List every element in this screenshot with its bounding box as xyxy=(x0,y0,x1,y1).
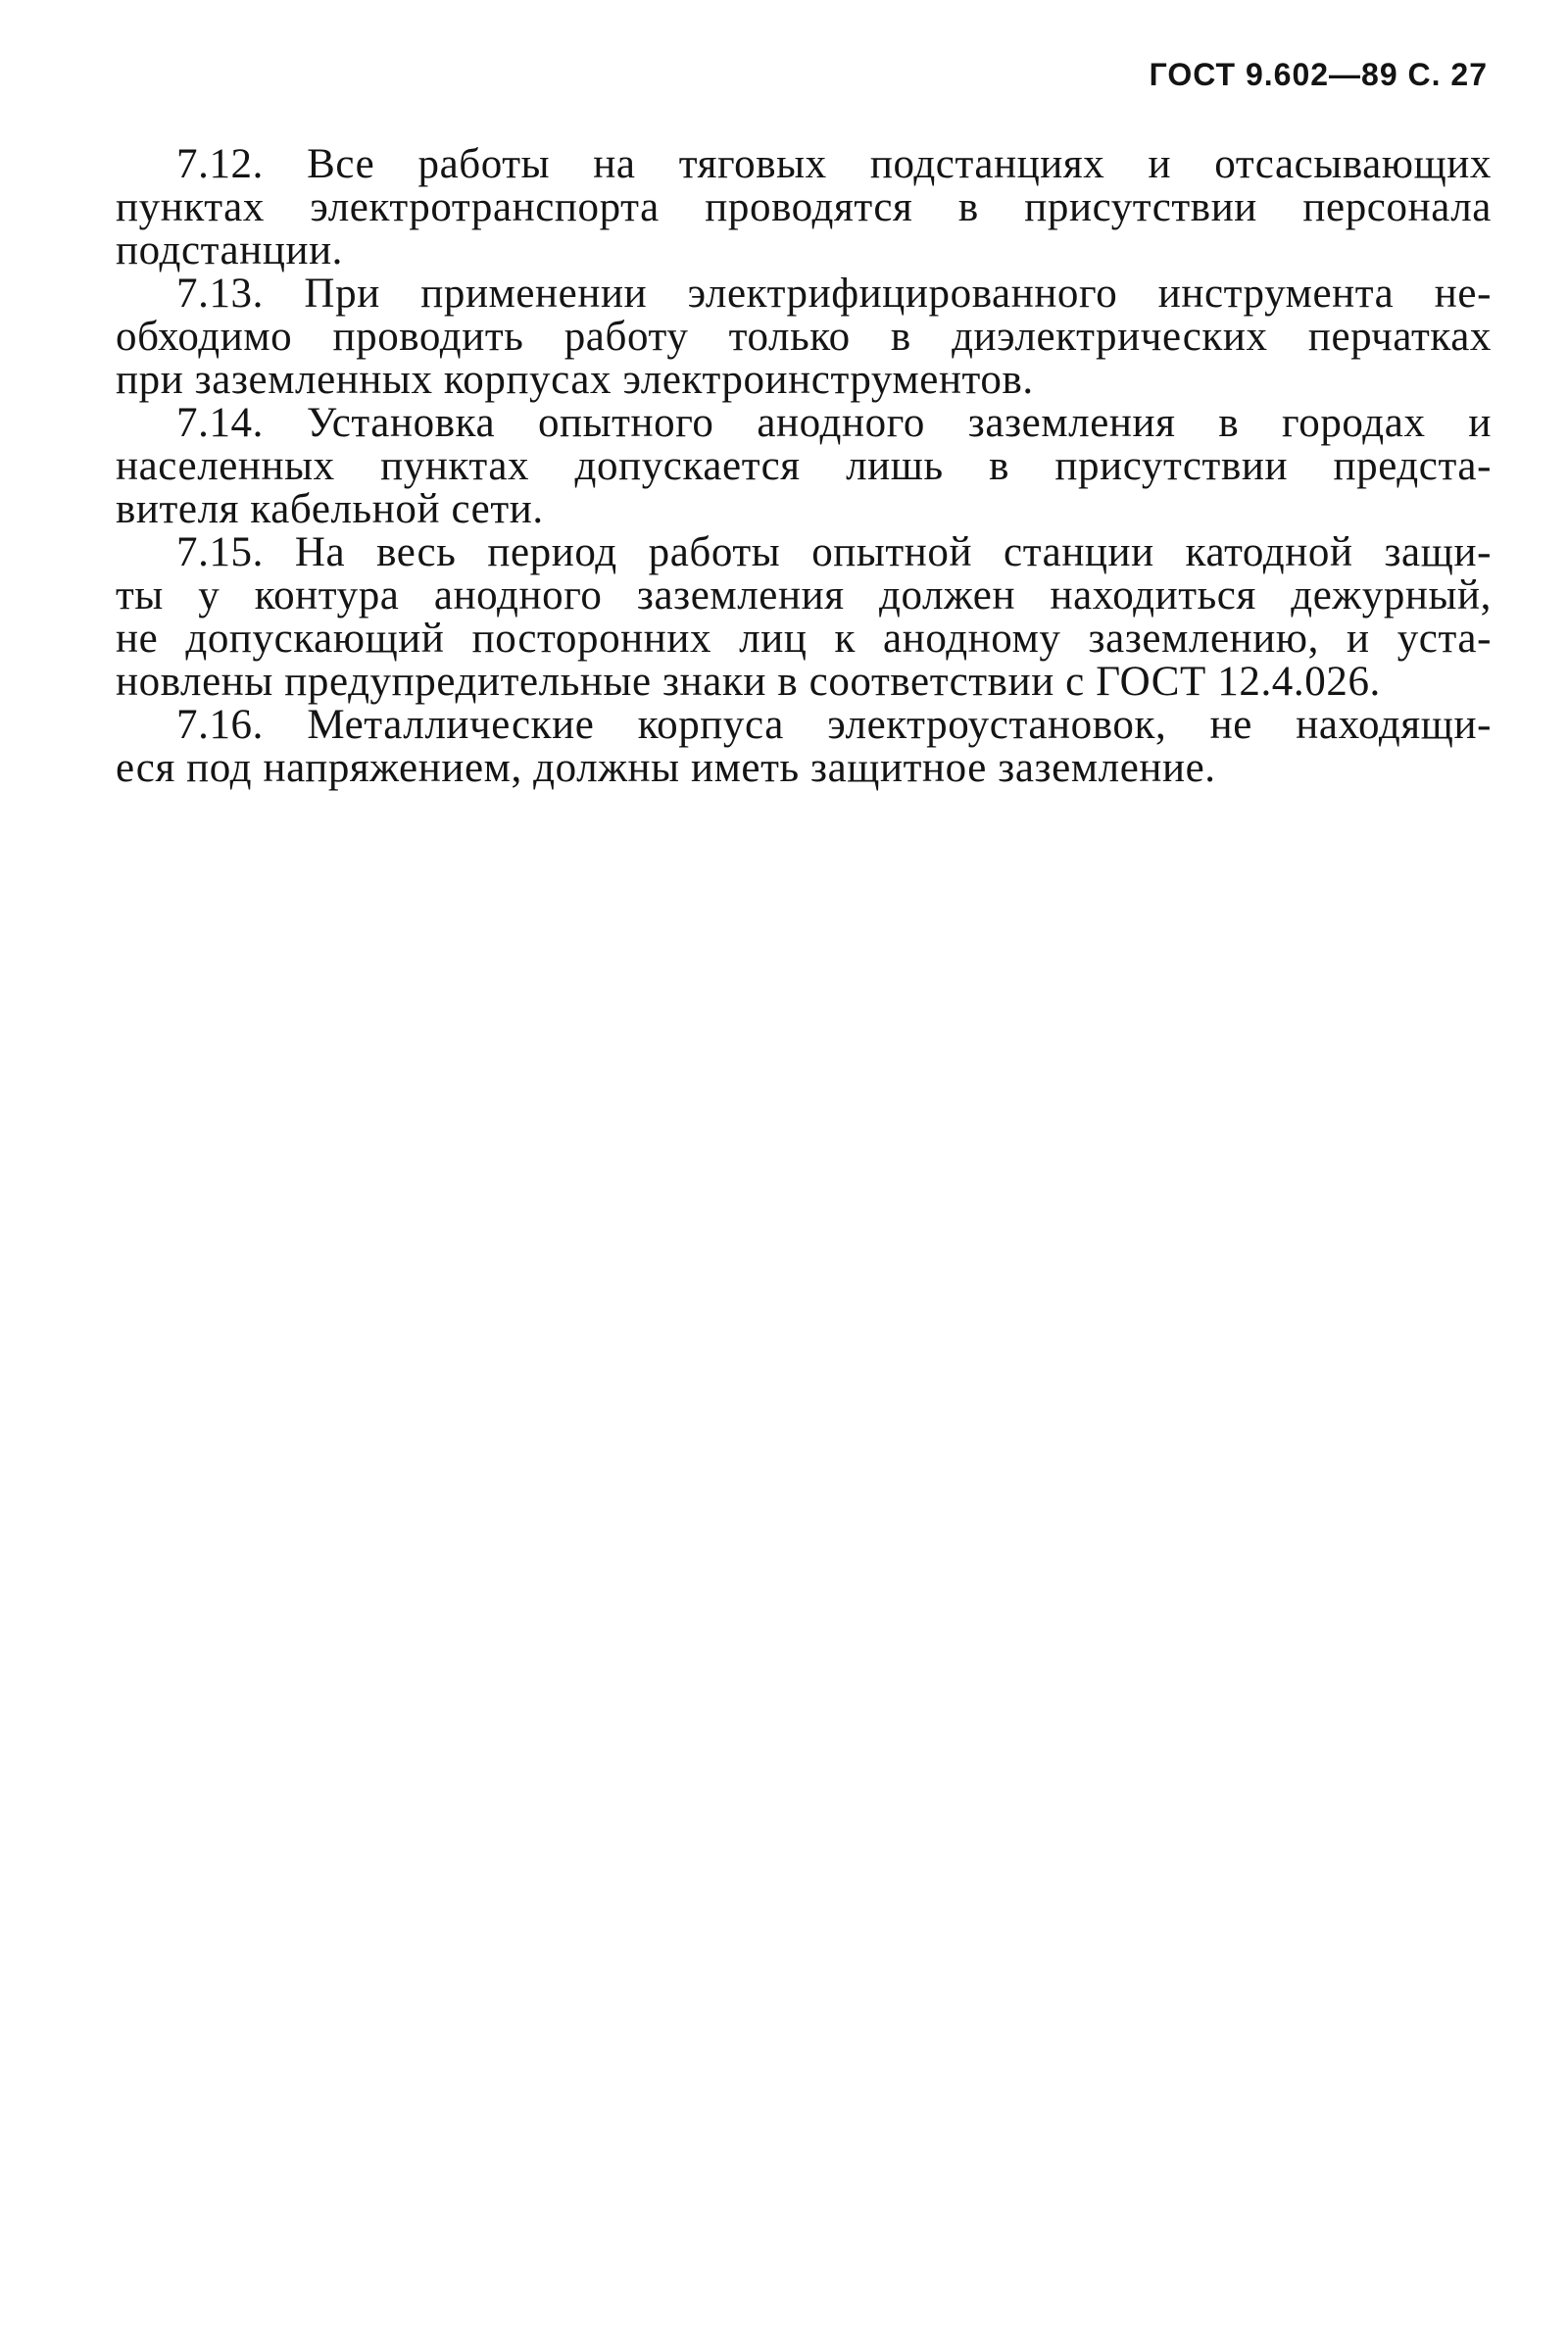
clause-7-13 xyxy=(116,272,1492,402)
text-line: вителя кабельной сети. xyxy=(116,486,544,532)
clause-7-14 xyxy=(116,402,1492,531)
clause-7-15 xyxy=(116,531,1492,704)
running-head: ГОСТ 9.602—89 С. 27 xyxy=(1149,57,1488,92)
text-line: ты у контура анодного заземления должен находиться дежурный, xyxy=(116,572,1492,618)
document-body xyxy=(116,143,1492,790)
text-line: пунктах электротранспорта проводятся в присутствии персонала xyxy=(116,184,1492,230)
text-line: 7.16. Металлические корпуса электроустановок, не находящи- xyxy=(176,702,1492,748)
text-line: при заземленных корпусах электроинструментов. xyxy=(116,357,1034,403)
text-line: подстанции. xyxy=(116,227,344,273)
text-line: обходимо проводить работу только в диэлектрических перчатках xyxy=(116,314,1492,360)
text-line: 7.15. На весь период работы опытной станции катодной защи- xyxy=(176,529,1492,575)
text-line: 7.14. Установка опытного анодного заземления в городах и xyxy=(176,400,1492,446)
text-line: не допускающий посторонних лиц к анодному заземлению, и уста- xyxy=(116,616,1492,662)
clause-7-12 xyxy=(116,143,1492,272)
text-line: 7.13. При применении электрифицированного инструмента не- xyxy=(176,271,1492,317)
clause-7-16 xyxy=(116,704,1492,790)
text-line: новлены предупредительные знаки в соответствии с ГОСТ 12.4.026. xyxy=(116,659,1381,705)
text-line: 7.12. Все работы на тяговых подстанциях и отсасывающих xyxy=(176,141,1492,187)
text-line: населенных пунктах допускается лишь в присутствии предста- xyxy=(116,443,1492,489)
text-line: еся под напряжением, должны иметь защитное заземление. xyxy=(116,745,1216,791)
